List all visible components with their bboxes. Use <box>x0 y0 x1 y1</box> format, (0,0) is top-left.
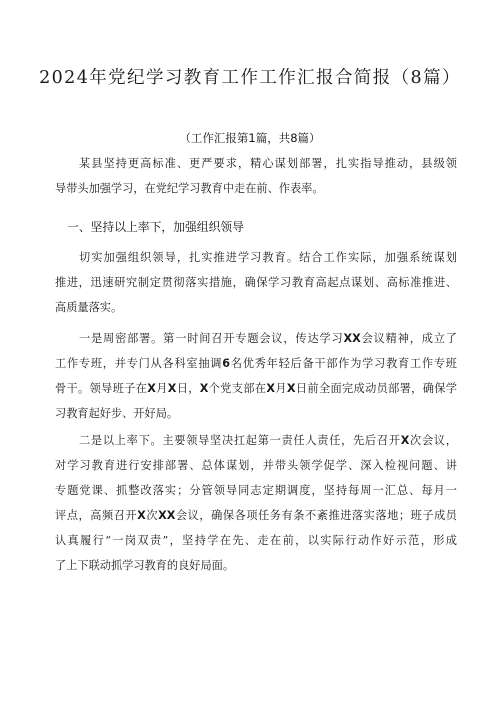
intro-line-1: 某县坚持更高标准、更严要求，精心谋划部署，扎实指导推动，县级领 <box>79 157 457 170</box>
p3-line-1: 二是以上率下。主要领导坚决扛起第一责任人责任，先后召开X次会议， <box>79 434 457 447</box>
paragraph-1 <box>55 245 457 320</box>
intro-paragraph <box>55 151 457 201</box>
p3-line-4: 评点，高频召开X次XX会议，确保各项任务有条不紊推进落实落地；班子成员 <box>55 509 457 522</box>
p3-line-2: 对学习教育进行安排部署、总体谋划，并带头领学促学、深入检视问题、讲 <box>55 459 457 472</box>
p1-line-2: 推进，迅速研究制定贯彻落实措施，确保学习教育高起点谋划、高标准推进、 <box>55 276 457 289</box>
p1-line-1: 切实加强组织领导，扎实推进学习教育。结合工作实际，加强系统谋划 <box>79 251 457 264</box>
paragraph-2 <box>55 326 457 426</box>
p2-line-4: 习教育起好步、开好局。 <box>55 407 179 420</box>
p3-line-6: 了上下联动抓学习教育的良好局面。 <box>55 559 235 572</box>
paragraph-3 <box>55 428 457 578</box>
p3-line-3: 专题党课、抓整改落实；分管领导同志定期调度，坚持每周一汇总、每月一 <box>55 484 457 497</box>
section-1-heading: 一、坚持以上率下，加强组织领导 <box>67 220 244 234</box>
p2-line-1: 一是周密部署。第一时间召开专题会议，传达学习XX会议精神，成立了 <box>79 332 457 345</box>
intro-line-2: 导带头加强学习，在党纪学习教育中走在前、作表率。 <box>55 182 324 195</box>
p3-line-5: 认真履行“一岗双责”，坚持学在先、走在前，以实际行动作好示范，形成 <box>55 534 457 547</box>
document-title: 2024年党纪学习教育工作工作汇报合简报（8篇） <box>39 68 461 88</box>
p2-line-3: 骨干。领导班子在X月X日，X个党支部在X月X日前全面完成动员部署，确保学 <box>55 382 457 395</box>
p1-line-3: 高质量落实。 <box>55 301 123 314</box>
document-subtitle: （工作汇报第1篇，共8篇） <box>179 131 321 145</box>
p2-line-2: 工作专班，并专门从各科室抽调6名优秀年轻后备干部作为学习教育工作专班 <box>55 357 457 370</box>
